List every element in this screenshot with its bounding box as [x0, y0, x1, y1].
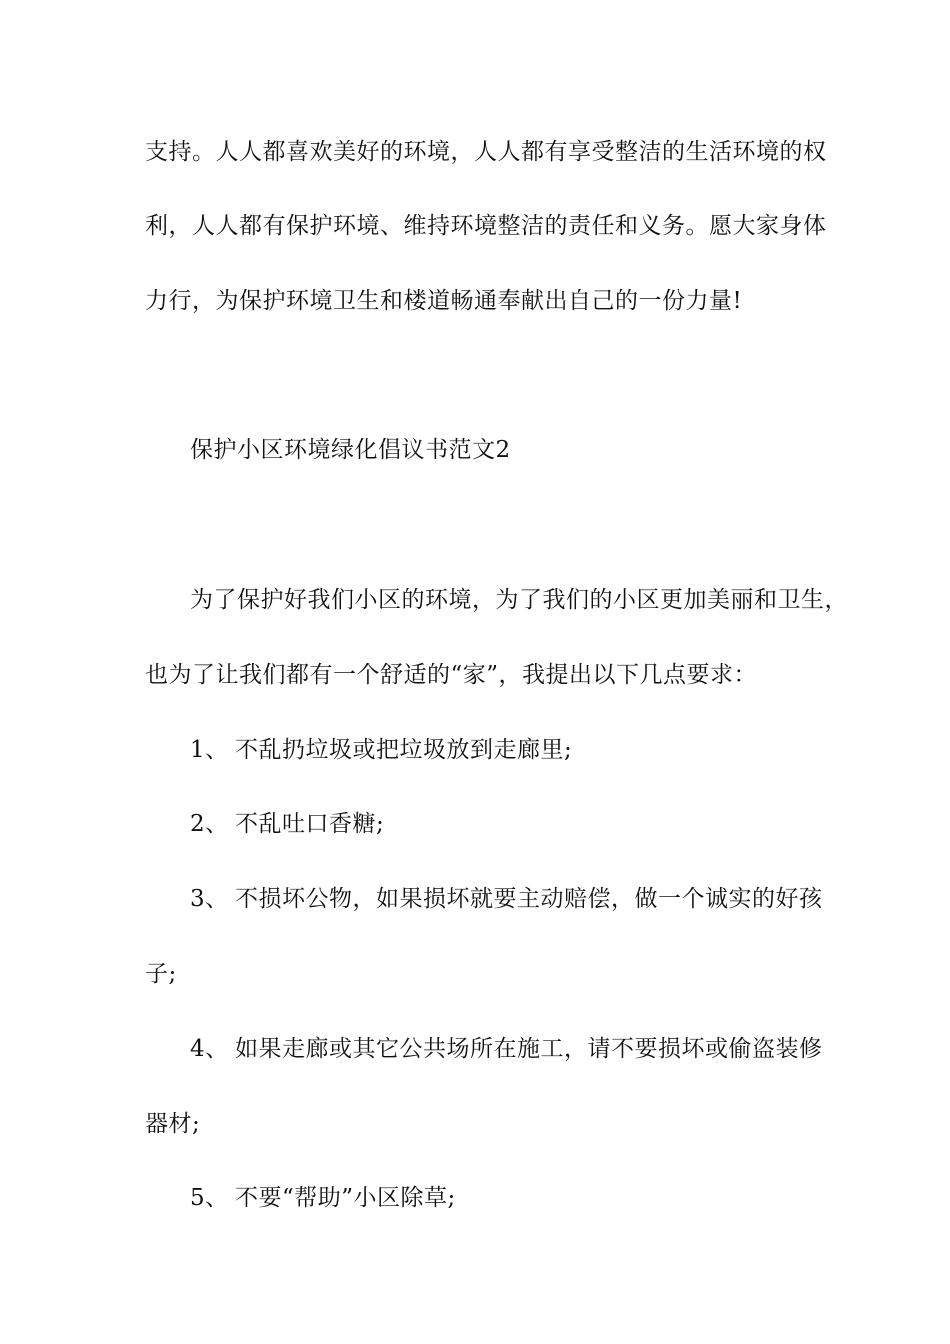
list-item-number: 5、 — [190, 1185, 229, 1211]
list-item-number: 4、 — [190, 1036, 229, 1062]
list-item — [190, 1034, 870, 1064]
list-item — [190, 1183, 870, 1213]
list-item-text: 不损坏公物，如果损坏就要主动赔偿，做一个诚实的好孩 — [235, 886, 823, 912]
section-title: 保护小区环境绿化倡议书范文2 — [190, 437, 511, 463]
body-text-line: 为了保护好我们小区的环境，为了我们的小区更加美丽和卫生， — [190, 587, 848, 613]
list-item-number: 1、 — [190, 737, 229, 763]
body-text-line: 利，人人都有保护环境、维持环境整洁的责任和义务。愿大家身体 — [145, 213, 827, 239]
list-item — [190, 735, 870, 765]
body-text-line: 力行，为保护环境卫生和楼道畅通奉献出自己的一份力量! — [145, 288, 743, 314]
body-text-line: 也为了让我们都有一个舒适的“家”，我提出以下几点要求： — [145, 662, 758, 688]
list-item-number: 3、 — [190, 886, 229, 912]
list-item-text: 不要“帮助”小区除草; — [235, 1185, 456, 1211]
list-item — [190, 884, 870, 914]
list-item-continuation: 器材; — [145, 1111, 201, 1137]
list-item-number: 2、 — [190, 811, 229, 837]
list-item — [190, 809, 870, 839]
list-item-text: 如果走廊或其它公共场所在施工，请不要损坏或偷盗装修 — [235, 1036, 823, 1062]
body-text-line: 支持。人人都喜欢美好的环境，人人都有享受整洁的生活环境的权 — [145, 139, 827, 165]
list-item-text: 不乱扔垃圾或把垃圾放到走廊里; — [235, 737, 573, 763]
list-item-continuation: 子; — [145, 961, 177, 987]
list-item-text: 不乱吐口香糖; — [235, 811, 385, 837]
